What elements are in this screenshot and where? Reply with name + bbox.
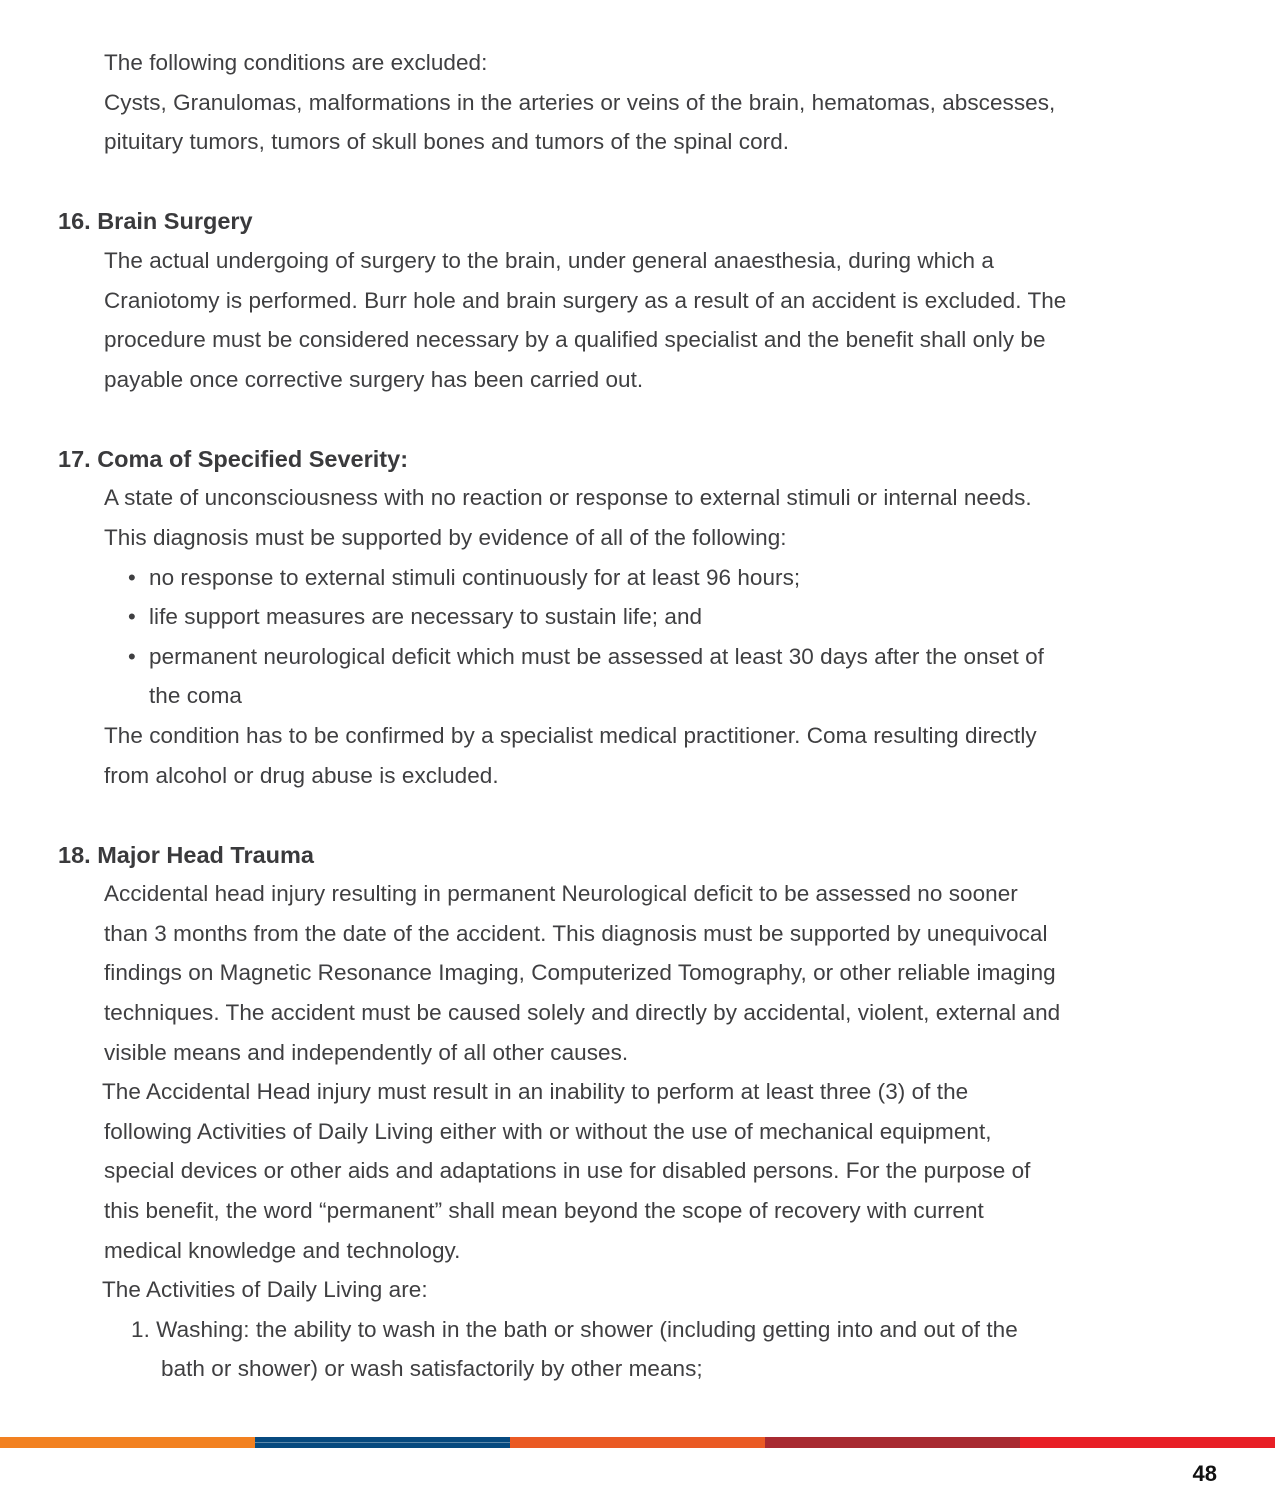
color-bar-segment-orange — [0, 1437, 255, 1448]
section-17-line: This diagnosis must be supported by evidence of all of the following: — [104, 525, 787, 550]
section-16-heading — [58, 206, 253, 236]
section-16-line: payable once corrective surgery has been carried out. — [104, 367, 644, 392]
section-title: Major Head Trauma — [97, 842, 314, 868]
color-bar-segment-blue — [255, 1437, 510, 1448]
section-16-line: Craniotomy is performed. Burr hole and brain surgery as a result of an accident is excluded. The — [104, 288, 1067, 313]
footer-color-bar — [0, 1437, 1275, 1448]
section-16-line: procedure must be considered necessary by a qualified specialist and the benefit shall only be — [104, 327, 1046, 352]
section-17-closing-line: The condition has to be confirmed by a specialist medical practitioner. Coma resulting directly — [104, 723, 1037, 748]
section-18-line: than 3 months from the date of the accident. This diagnosis must be supported by unequivocal — [104, 921, 1048, 946]
bullet-icon: • — [128, 604, 136, 629]
bullet-item: permanent neurological deficit which must be assessed at least 30 days after the onset of — [149, 644, 1044, 669]
intro-line: The following conditions are excluded: — [104, 50, 488, 75]
bullet-item-continued: the coma — [149, 683, 242, 708]
numbered-item-continued: bath or shower) or wash satisfactorily by other means; — [161, 1356, 703, 1381]
section-number: 17. — [58, 446, 91, 472]
color-bar-segment-red — [1020, 1437, 1275, 1448]
intro-line: pituitary tumors, tumors of skull bones and tumors of the spinal cord. — [104, 129, 790, 154]
bullet-item: no response to external stimuli continuously for at least 96 hours; — [149, 565, 801, 590]
section-title: Brain Surgery — [97, 208, 253, 234]
section-18-line: The Accidental Head injury must result in an inability to perform at least three (3) of the — [102, 1079, 969, 1104]
bullet-icon: • — [128, 644, 136, 669]
section-18-line: medical knowledge and technology. — [104, 1238, 461, 1263]
page-number: 48 — [1192, 1461, 1217, 1486]
section-18-line: techniques. The accident must be caused solely and directly by accidental, violent, external and — [104, 1000, 1061, 1025]
section-17-line: A state of unconsciousness with no reaction or response to external stimuli or internal needs. — [104, 485, 1032, 510]
bullet-item: life support measures are necessary to sustain life; and — [149, 604, 703, 629]
section-18-line: visible means and independently of all other causes. — [104, 1040, 629, 1065]
section-18-line: following Activities of Daily Living either with or without the use of mechanical equipment, — [104, 1119, 992, 1144]
intro-line: Cysts, Granulomas, malformations in the arteries or veins of the brain, hematomas, abscesses, — [104, 90, 1056, 115]
section-16-line: The actual undergoing of surgery to the brain, under general anaesthesia, during which a — [104, 248, 994, 273]
section-17-heading — [58, 444, 408, 474]
color-bar-segment-maroon — [765, 1437, 1020, 1448]
bullet-icon: • — [128, 565, 136, 590]
section-17-closing-line: from alcohol or drug abuse is excluded. — [104, 763, 499, 788]
section-18-line: findings on Magnetic Resonance Imaging, Computerized Tomography, or other reliable imaging — [104, 960, 1056, 985]
section-number: 16. — [58, 208, 91, 234]
section-18-line: this benefit, the word “permanent” shall mean beyond the scope of recovery with current — [104, 1198, 984, 1223]
section-18-line: Accidental head injury resulting in permanent Neurological deficit to be assessed no sooner — [104, 881, 1018, 906]
color-bar-segment-dark-orange — [510, 1437, 765, 1448]
section-number: 18. — [58, 842, 91, 868]
section-title: Coma of Specified Severity: — [97, 446, 409, 472]
numbered-item: 1. Washing: the ability to wash in the bath or shower (including getting into and out of the — [131, 1317, 1018, 1342]
section-18-line: The Activities of Daily Living are: — [102, 1277, 428, 1302]
section-18-heading — [58, 840, 314, 870]
section-18-line: special devices or other aids and adaptations in use for disabled persons. For the purpose of — [104, 1158, 1031, 1183]
